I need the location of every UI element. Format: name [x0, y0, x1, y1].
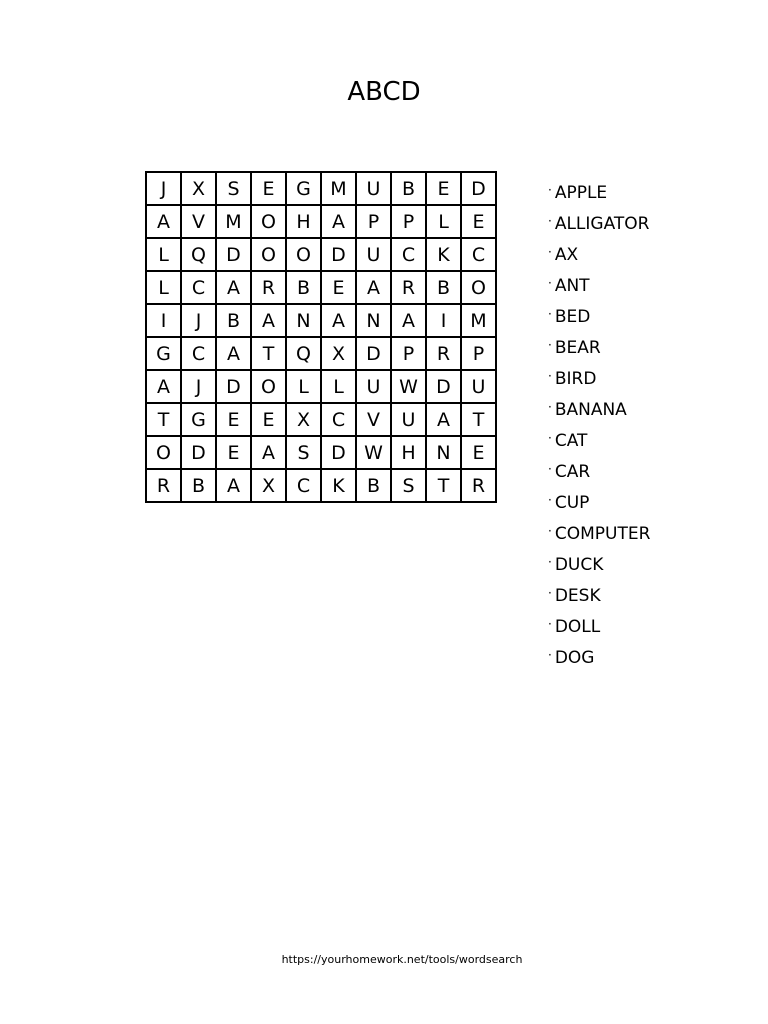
- grid-cell: L: [146, 238, 181, 271]
- grid-cell: E: [216, 436, 251, 469]
- grid-cell: M: [321, 172, 356, 205]
- grid-row: [146, 205, 496, 238]
- bullet-icon: ·: [548, 183, 552, 197]
- grid-cell: U: [391, 403, 426, 436]
- grid-cell: D: [321, 238, 356, 271]
- grid-row: [146, 403, 496, 436]
- word-list-item: [548, 304, 650, 335]
- grid-row: [146, 337, 496, 370]
- word-list-item: [548, 490, 650, 521]
- bullet-icon: ·: [548, 369, 552, 383]
- word-list-item: [548, 614, 650, 645]
- word-list-item: [548, 366, 650, 397]
- bullet-icon: ·: [548, 586, 552, 600]
- grid-cell: P: [356, 205, 391, 238]
- grid-cell: A: [321, 304, 356, 337]
- grid-cell: P: [391, 205, 426, 238]
- word-label: CAR: [554, 462, 591, 482]
- grid-cell: K: [321, 469, 356, 502]
- grid-cell: M: [216, 205, 251, 238]
- grid-cell: C: [181, 337, 216, 370]
- word-label: CAT: [554, 431, 588, 451]
- word-label: ALLIGATOR: [554, 214, 650, 234]
- grid-cell: P: [461, 337, 496, 370]
- grid-cell: E: [461, 205, 496, 238]
- word-label: CUP: [554, 493, 590, 513]
- grid-cell: G: [146, 337, 181, 370]
- grid-cell: R: [391, 271, 426, 304]
- grid-cell: K: [426, 238, 461, 271]
- grid-cell: C: [461, 238, 496, 271]
- grid-cell: D: [321, 436, 356, 469]
- grid-cell: A: [356, 271, 391, 304]
- grid-row: [146, 238, 496, 271]
- bullet-icon: ·: [548, 400, 552, 414]
- grid-cell: Q: [181, 238, 216, 271]
- grid-cell: J: [181, 370, 216, 403]
- footer-url: https://yourhomework.net/tools/wordsearch: [281, 953, 523, 966]
- grid-cell: T: [146, 403, 181, 436]
- word-list-item: [548, 242, 650, 273]
- grid-cell: U: [461, 370, 496, 403]
- word-label: COMPUTER: [554, 524, 651, 544]
- grid-cell: X: [321, 337, 356, 370]
- grid-cell: X: [181, 172, 216, 205]
- grid-cell: U: [356, 370, 391, 403]
- grid-row: [146, 172, 496, 205]
- grid-cell: B: [426, 271, 461, 304]
- grid-cell: C: [286, 469, 321, 502]
- word-label: DUCK: [554, 555, 604, 575]
- grid-cell: H: [391, 436, 426, 469]
- word-label: BANANA: [554, 400, 627, 420]
- grid-row: [146, 271, 496, 304]
- grid-row: [146, 370, 496, 403]
- word-list-item: [548, 397, 650, 428]
- grid-cell: S: [216, 172, 251, 205]
- grid-cell: U: [356, 172, 391, 205]
- grid-cell: T: [251, 337, 286, 370]
- grid-cell: O: [251, 238, 286, 271]
- grid-cell: W: [356, 436, 391, 469]
- word-list: [548, 180, 650, 676]
- grid-cell: B: [216, 304, 251, 337]
- grid-cell: E: [426, 172, 461, 205]
- grid-cell: O: [146, 436, 181, 469]
- grid-cell: D: [216, 238, 251, 271]
- bullet-icon: ·: [548, 338, 552, 352]
- grid-cell: U: [356, 238, 391, 271]
- grid-cell: D: [356, 337, 391, 370]
- grid-row: [146, 469, 496, 502]
- grid-cell: W: [391, 370, 426, 403]
- word-label: AX: [554, 245, 579, 265]
- grid-cell: C: [181, 271, 216, 304]
- grid-cell: A: [216, 337, 251, 370]
- grid-cell: A: [391, 304, 426, 337]
- grid-cell: J: [181, 304, 216, 337]
- grid-cell: L: [146, 271, 181, 304]
- grid-cell: X: [251, 469, 286, 502]
- word-list-item: [548, 273, 650, 304]
- grid-row: [146, 436, 496, 469]
- grid-cell: A: [216, 469, 251, 502]
- grid-cell: V: [181, 205, 216, 238]
- bullet-icon: ·: [548, 648, 552, 662]
- grid-cell: C: [321, 403, 356, 436]
- grid-cell: L: [426, 205, 461, 238]
- grid-cell: O: [251, 205, 286, 238]
- word-search-grid: [145, 171, 497, 503]
- grid-cell: S: [391, 469, 426, 502]
- bullet-icon: ·: [548, 245, 552, 259]
- word-list-item: [548, 645, 650, 676]
- word-label: BEAR: [554, 338, 601, 358]
- word-label: DOLL: [554, 617, 601, 637]
- grid-cell: G: [286, 172, 321, 205]
- grid-cell: R: [461, 469, 496, 502]
- grid-cell: R: [251, 271, 286, 304]
- grid-cell: O: [461, 271, 496, 304]
- word-label: APPLE: [554, 183, 608, 203]
- bullet-icon: ·: [548, 555, 552, 569]
- grid-cell: D: [426, 370, 461, 403]
- grid-cell: A: [251, 304, 286, 337]
- grid-cell: R: [146, 469, 181, 502]
- bullet-icon: ·: [548, 617, 552, 631]
- grid-cell: B: [286, 271, 321, 304]
- grid-cell: B: [181, 469, 216, 502]
- grid-cell: E: [321, 271, 356, 304]
- word-list-item: [548, 583, 650, 614]
- word-list-item: [548, 428, 650, 459]
- bullet-icon: ·: [548, 524, 552, 538]
- grid-cell: I: [426, 304, 461, 337]
- grid-cell: G: [181, 403, 216, 436]
- bullet-icon: ·: [548, 214, 552, 228]
- grid-cell: T: [461, 403, 496, 436]
- word-label: DOG: [554, 648, 595, 668]
- grid-cell: R: [426, 337, 461, 370]
- word-label: DESK: [554, 586, 601, 606]
- grid-cell: T: [426, 469, 461, 502]
- grid-cell: O: [251, 370, 286, 403]
- word-list-item: [548, 459, 650, 490]
- word-list-item: [548, 335, 650, 366]
- grid-cell: N: [426, 436, 461, 469]
- bullet-icon: ·: [548, 493, 552, 507]
- grid-cell: C: [391, 238, 426, 271]
- word-list-item: [548, 180, 650, 211]
- page-title: ABCD: [347, 77, 421, 107]
- grid-cell: J: [146, 172, 181, 205]
- grid-cell: V: [356, 403, 391, 436]
- grid-cell: B: [391, 172, 426, 205]
- word-list-item: [548, 521, 650, 552]
- grid-cell: Q: [286, 337, 321, 370]
- grid-cell: A: [251, 436, 286, 469]
- grid-cell: P: [391, 337, 426, 370]
- bullet-icon: ·: [548, 276, 552, 290]
- grid-cell: A: [216, 271, 251, 304]
- grid-cell: D: [181, 436, 216, 469]
- grid-cell: E: [461, 436, 496, 469]
- grid-cell: B: [356, 469, 391, 502]
- word-label: BED: [554, 307, 591, 327]
- grid-cell: E: [251, 403, 286, 436]
- grid-cell: H: [286, 205, 321, 238]
- word-label: BIRD: [554, 369, 597, 389]
- grid-cell: M: [461, 304, 496, 337]
- bullet-icon: ·: [548, 431, 552, 445]
- grid-cell: A: [321, 205, 356, 238]
- grid-cell: E: [216, 403, 251, 436]
- grid-cell: L: [321, 370, 356, 403]
- grid-cell: O: [286, 238, 321, 271]
- grid-cell: L: [286, 370, 321, 403]
- grid-cell: S: [286, 436, 321, 469]
- bullet-icon: ·: [548, 307, 552, 321]
- grid-cell: N: [356, 304, 391, 337]
- word-label: ANT: [554, 276, 590, 296]
- bullet-icon: ·: [548, 462, 552, 476]
- grid-cell: I: [146, 304, 181, 337]
- grid-cell: A: [146, 205, 181, 238]
- word-list-item: [548, 552, 650, 583]
- grid-cell: A: [426, 403, 461, 436]
- word-list-item: [548, 211, 650, 242]
- grid-cell: E: [251, 172, 286, 205]
- grid-cell: D: [461, 172, 496, 205]
- grid-row: [146, 304, 496, 337]
- grid-cell: D: [216, 370, 251, 403]
- grid-cell: X: [286, 403, 321, 436]
- grid-cell: N: [286, 304, 321, 337]
- grid-cell: A: [146, 370, 181, 403]
